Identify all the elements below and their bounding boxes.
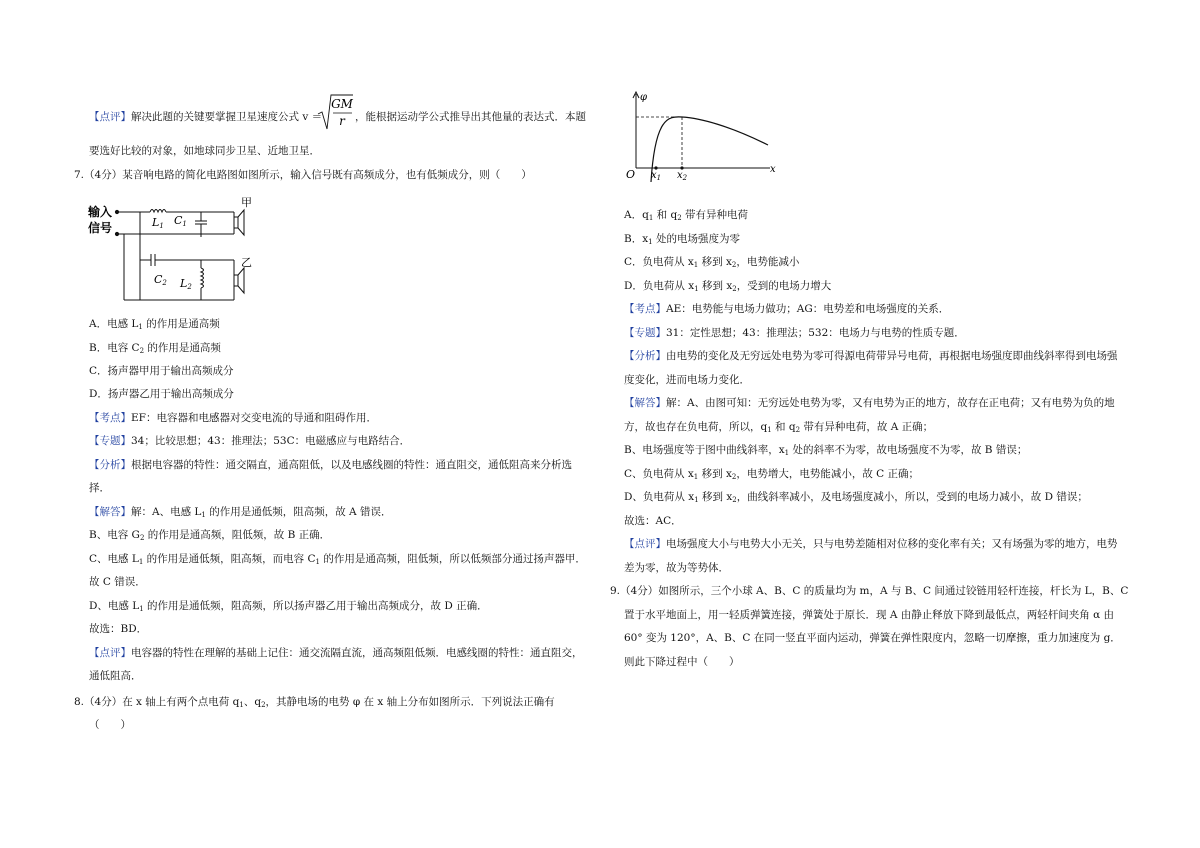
q7-jieda-5: D、电感 $L_1$ 的作用是通低频，阻高频，所以扬声器乙用于输出高频成分，故 D 正确． xyxy=(89,600,488,613)
q6-comment-line1 xyxy=(89,110,322,124)
q7-jieda-1: 【解答】解：A、电感 $L_1$ 的作用是通低频，阻高频，故 A 错误． xyxy=(89,506,392,519)
q7-jieda-2: B、电容 $G_2$ 的作用是通高频，阻低频，故 B 正确． xyxy=(89,529,331,542)
sqrt-formula xyxy=(316,92,354,132)
q7-zhuanti: 【专题】34；比较思想；43：推理法；53C：电磁感应与电路结合． xyxy=(89,435,411,447)
q9-stem-1: 9.（4分）如图所示，三个小球 A、B、C 的质量均为 m，A 与 B、C 间通过铰链用轻杆连接，杆长为 L，B、C xyxy=(610,585,1129,597)
q8-jieda-2: 方，故也存在负电荷，所以，$q_1$ 和 $q_2$ 带有异种电荷，故 A 正确； xyxy=(624,421,934,434)
q8-zhuanti: 【专题】31：定性思想；43：推理法；532：电场力与电势的性质专题． xyxy=(624,327,965,339)
graph-origin-label: O xyxy=(626,168,636,181)
q8-option-d: D．负电荷从 $x_1$ 移到 $x_2$，受到的电场力增大 xyxy=(624,280,832,293)
speaker-1-label: 甲 xyxy=(241,196,252,209)
q7-option-c: C．扬声器甲用于输出高频成分 xyxy=(89,365,234,377)
q8-fenxi-2: 度变化，进而电场力变化． xyxy=(624,374,750,386)
q7-jieda-4: 故 C 错误． xyxy=(89,576,146,588)
q8-fenxi-1: 【分析】由电势的变化及无穷远处电势为零可得源电荷带异号电荷，再根据电场强度即曲线斜率得到电场强 xyxy=(624,350,1118,362)
q8-kaodian: 【考点】AE：电势能与电场力做功；AG：电势差和电场强度的关系． xyxy=(624,303,950,315)
formula-denominator: r xyxy=(339,114,345,128)
q8-option-b: B．$x_1$ 处的电场强度为零 xyxy=(624,233,740,246)
q7-fenxi-2: 择． xyxy=(89,482,110,494)
q7-option-b: B．电容 $C_2$ 的作用是通高频 xyxy=(89,342,221,355)
q8-stem-2: （ ） xyxy=(89,719,131,731)
graph-x2-label: $x_2$ xyxy=(677,170,688,182)
input-label-1: 输入 xyxy=(88,205,113,219)
input-label-2: 信号 xyxy=(88,221,113,235)
q7-jieda-6: 故选：BD． xyxy=(89,623,148,635)
q7-stem: 7.（4分）某音响电路的简化电路图如图所示，输入信号既有高频成分，也有低频成分，则（ ） xyxy=(74,169,532,181)
q8-jieda-5: D、负电荷从 $x_1$ 移到 $x_2$，曲线斜率减小，及电场强度减小，所以，受到的电场力减小，故 D 错误； xyxy=(624,491,1088,504)
q7-circuit-diagram xyxy=(84,190,260,310)
q7-option-d: D．扬声器乙用于输出高频成分 xyxy=(89,388,234,400)
q8-jieda-1: 【解答】解：A、由图可知：无穷远处电势为零，又有电势为正的地方，故存在正电荷；又有电势为负的地 xyxy=(624,397,1115,409)
q8-jieda-6: 故选：AC． xyxy=(624,515,682,527)
q6-comment-line2: 要选好比较的对象，如地球同步卫星、近地卫星． xyxy=(89,145,320,157)
L2-label: L2 xyxy=(180,277,192,291)
comment-tag: 【点评】 xyxy=(89,111,131,123)
L1-label: L1 xyxy=(152,216,164,230)
q8-dianping-2: 差为零，故为等势体． xyxy=(624,562,729,574)
text: 解决此题的关键要掌握卫星速度公式 v ＝ xyxy=(131,111,323,123)
q8-stem: 8.（4分）在 x 轴上有两个点电荷 $q_1$、$q_2$，其静电场的电势 φ 在 x 轴上分布如图所示．下列说法正确有 xyxy=(74,696,555,709)
q7-jieda-3: C、电感 $L_1$ 的作用是通低频，阻高频，而电容 $C_1$ 的作用是通高频，阻低频，所以低频部分通过扬声器甲． xyxy=(89,553,586,566)
q6-comment-line1b: ，能根据运动学公式推导出其他量的表达式．本题 xyxy=(355,111,586,123)
C1-label: C1 xyxy=(174,214,187,228)
graph-x1-label: $x_1$ xyxy=(651,170,662,182)
q7-option-a: A．电感 $L_1$ 的作用是通高频 xyxy=(89,318,220,331)
q7-kaodian: 【考点】EF：电容器和电感器对交变电流的导通和阻碍作用． xyxy=(89,412,377,424)
q8-jieda-3: B、电场强度等于图中曲线斜率，$x_1$ 处的斜率不为零，故电场强度不为零，故 B 错误； xyxy=(624,444,1028,457)
q8-option-c: C．负电荷从 $x_1$ 移到 $x_2$，电势能减小 xyxy=(624,256,800,269)
formula-numerator: GM xyxy=(331,97,353,111)
q7-dianping-2: 通低阻高． xyxy=(89,670,142,682)
potential-graph xyxy=(620,88,780,182)
q9-stem-4: 则此下降过程中（ ） xyxy=(624,656,740,668)
C2-label: C2 xyxy=(154,273,167,287)
q8-dianping-1: 【点评】电场强度大小与电势大小无关，只与电势差随相对位移的变化率有关；又有场强为零的地方，电势 xyxy=(624,538,1118,550)
q8-option-a: A．$q_1$ 和 $q_2$ 带有异种电荷 xyxy=(624,209,748,222)
graph-x-label: x xyxy=(770,164,776,175)
speaker-2-label: 乙 xyxy=(241,256,252,269)
q9-stem-3: 60° 变为 120°，A、B、C 在同一竖直平面内运动，弹簧在弹性限度内，忽略一切摩擦，重力加速度为 g． xyxy=(624,632,1121,644)
q8-jieda-4: C、负电荷从 $x_1$ 移到 $x_2$，电势增大，电势能减小，故 C 正确； xyxy=(624,468,920,481)
q7-dianping-1: 【点评】电容器的特性在理解的基础上记住：通交流隔直流，通高频阻低频．电感线圈的特性：通直阻交， xyxy=(89,647,583,659)
q9-stem-2: 置于水平地面上，用一轻质弹簧连接，弹簧处于原长．现 A 由静止释放下降到最低点，两轻杆间夹角 α 由 xyxy=(624,609,1115,621)
q7-fenxi-1: 【分析】根据电容器的特性：通交隔直，通高阻低，以及电感线圈的特性：通直阻交，通低阻高来分析选 xyxy=(89,459,572,471)
potential-curve xyxy=(651,117,768,182)
graph-y-label: φ xyxy=(640,92,648,103)
